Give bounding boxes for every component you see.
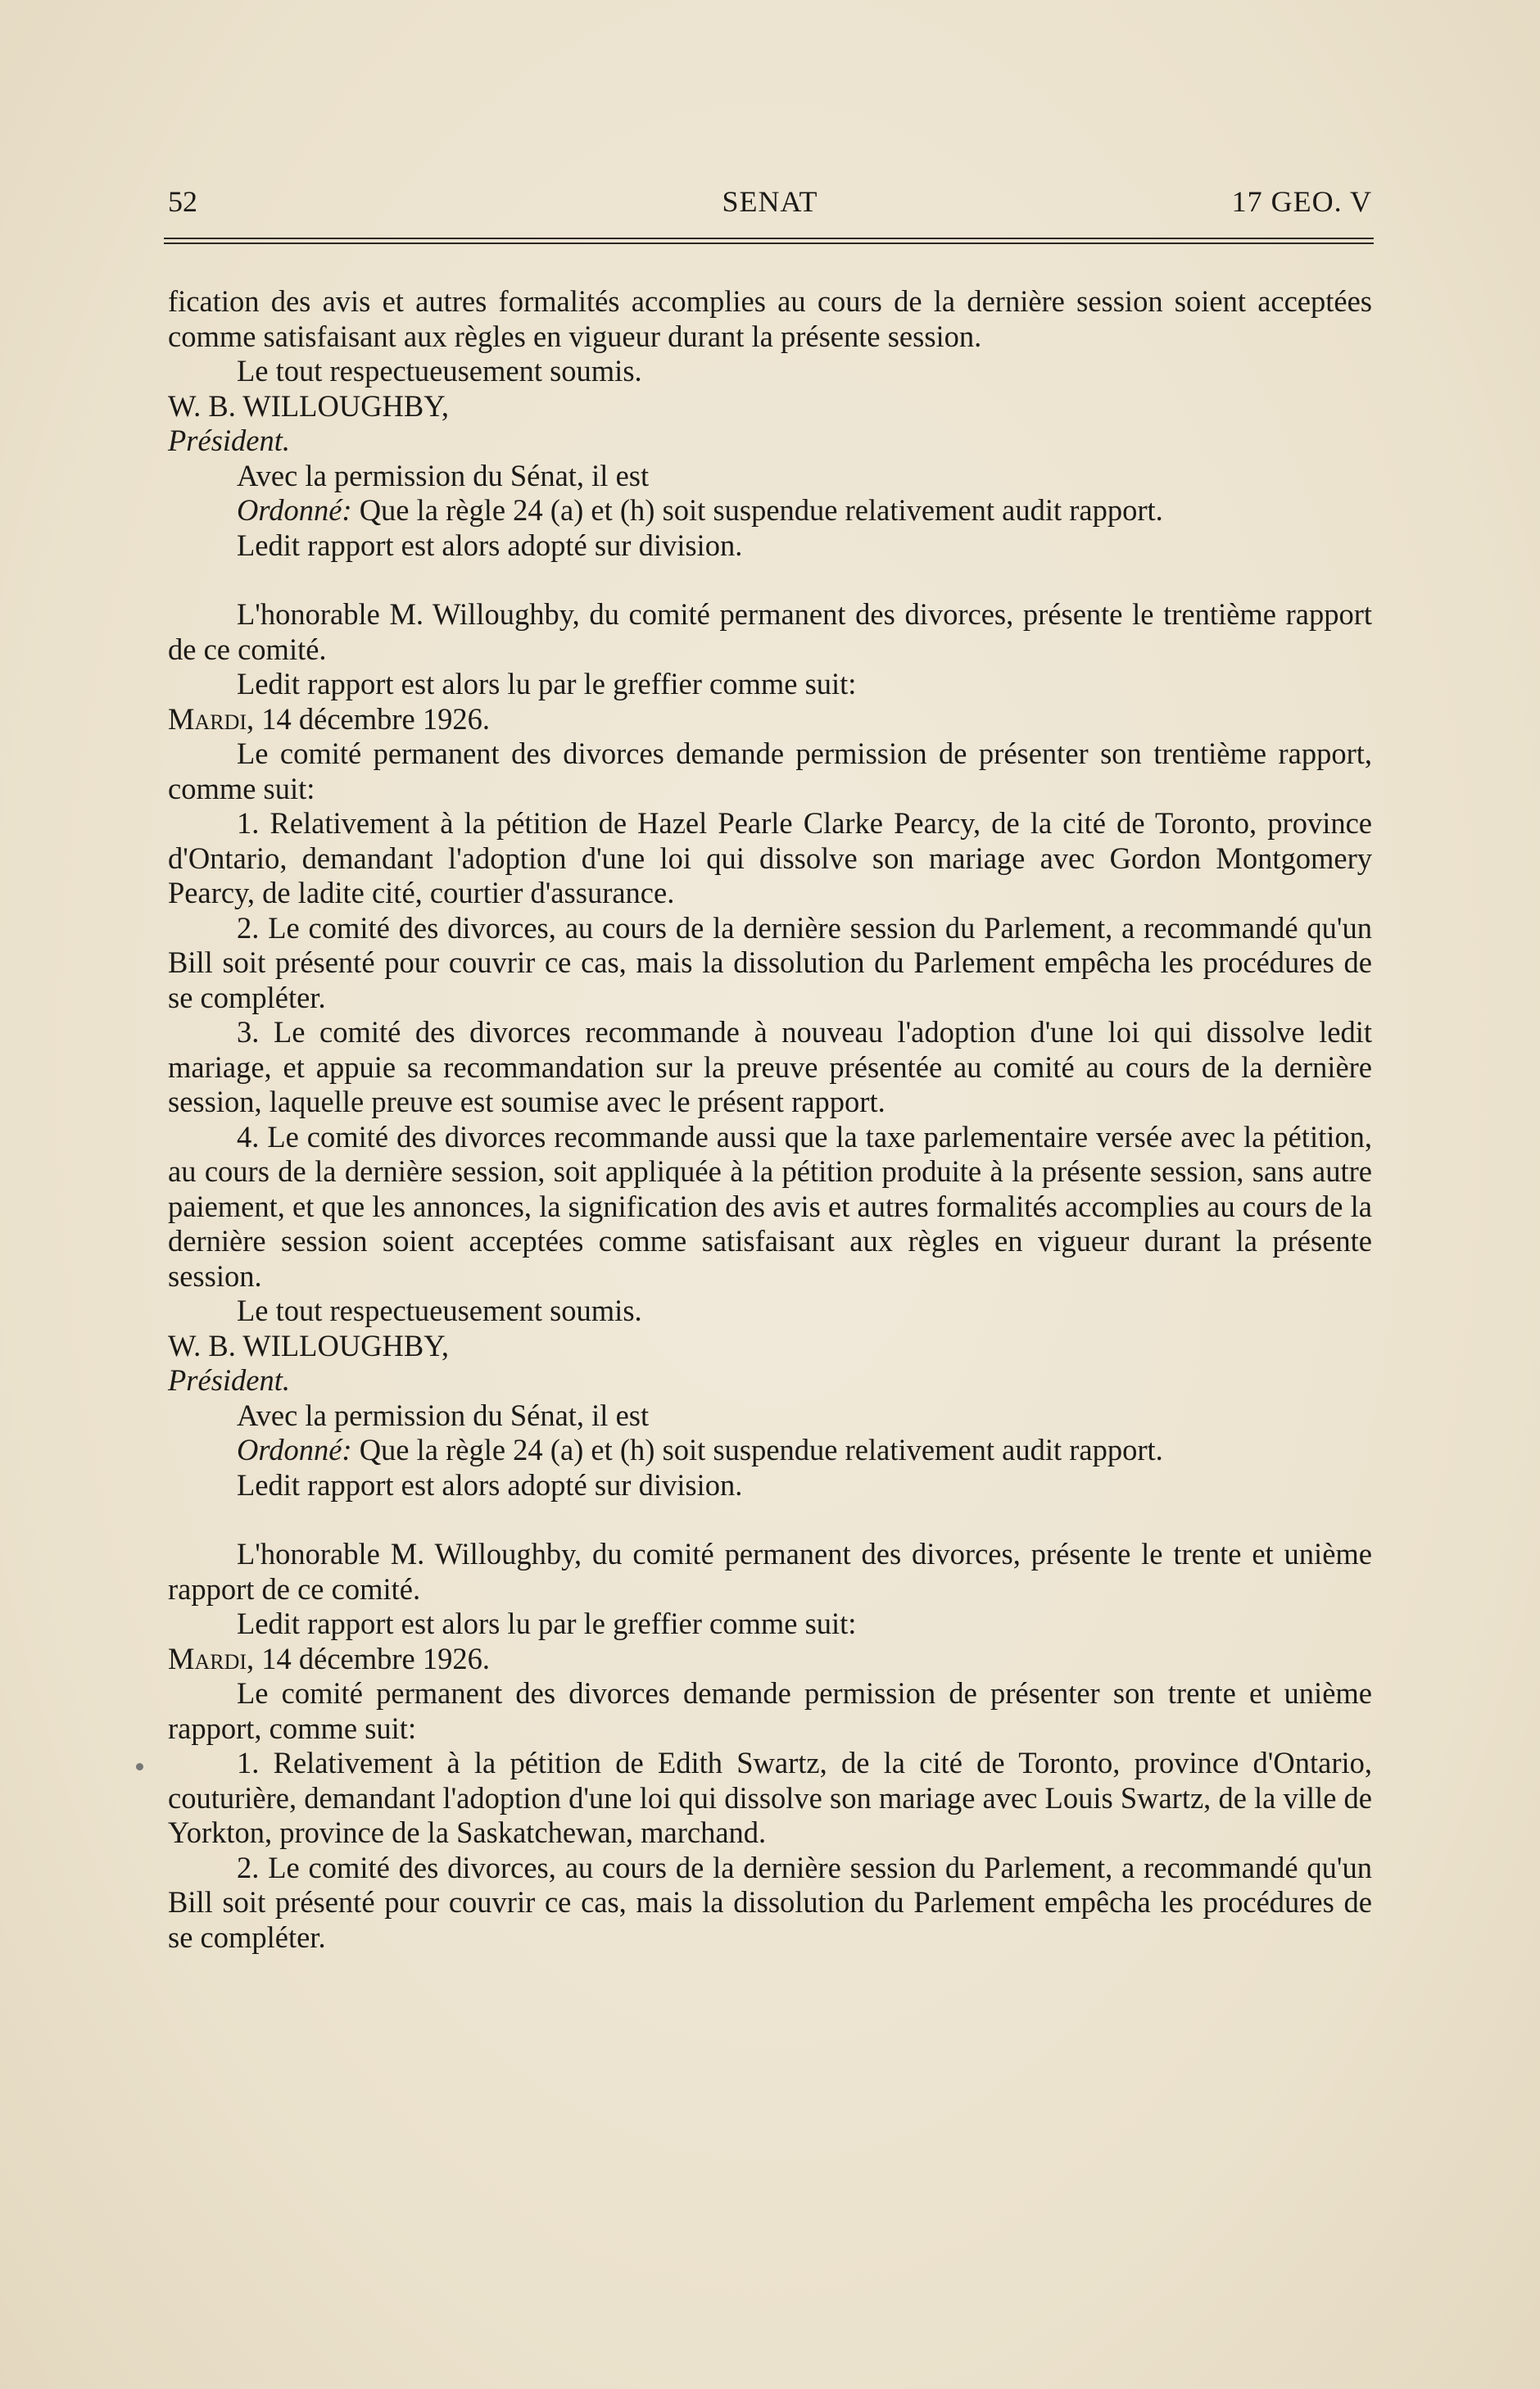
order-text: Que la règle 24 (a) et (h) soit suspendue relativement audit rapport. [351,1433,1163,1466]
signature-title: Président. [168,1363,291,1397]
report-date-day: Mardi [168,701,247,736]
paragraph: Le comité permanent des divorces demande permission de présenter son trentième rapport, comme suit: [168,737,1372,805]
report-date-rest: , 14 décembre 1926. [247,701,490,736]
header-double-rule [164,238,1374,244]
report-date-day: Mardi [168,1641,247,1675]
margin-mark [136,1763,143,1770]
paragraph: Ledit rapport est alors adopté sur division. [237,1467,743,1502]
report-date [168,1642,1372,1677]
order-lead: Ordonné: [237,1433,352,1466]
page-number: 52 [168,185,197,218]
paragraph: 2. Le comité des divorces, au cours de la dernière session du Parlement, a recommandé qu'un Bill soit présenté pour couvrir ce cas, mais la dissolution du Parlement empêcha les procédures de se compléter. [168,910,1372,1014]
paragraph: 1. Relativement à la pétition de Edith Swartz, de la cité de Toronto, province d'Ontario, couturière, demandant l'adoption d'une loi qui dissolve son mariage avec Louis Swartz, de la ville de Yorkton, province de la Saskatchewan, marchand. [168,1746,1372,1849]
paragraph: 4. Le comité des divorces recommande aussi que la taxe parlementaire versée avec la pétition, au cours de la dernière session, soit appliquée à la pétition produite à la présente session, sans autre paiement, et que les annonces, la signification des avis et autres formalités accomplies au cours de la dernière session soient acceptées comme satisfaisant aux règles en vigueur durant la présente session. [168,1119,1372,1293]
paragraph: Avec la permission du Sénat, il est [237,1398,650,1432]
report-date [168,702,1372,737]
signature-title: Président. [168,424,291,457]
signature-name: W. B. WILLOUGHBY, [168,1328,450,1362]
section-gap [168,563,1372,597]
section-gap [168,1503,1372,1537]
paragraph: Ledit rapport est alors lu par le greffier comme suit: [237,667,857,700]
regnal-year: 17 GEO. V [1231,185,1372,218]
paragraph: L'honorable M. Willoughby, du comité permanent des divorces, présente le trente et unième rapport de ce comité. [168,1537,1372,1606]
paragraph: Le comité permanent des divorces demande permission de présenter son trente et unième rapport, comme suit: [168,1676,1372,1745]
paragraph: Avec la permission du Sénat, il est [237,458,650,492]
paragraph: 2. Le comité des divorces, au cours de la dernière session du Parlement, a recommandé qu'un Bill soit présenté pour couvrir ce cas, mais la dissolution du Parlement empêcha les procédures de se compléter. [168,1850,1372,1954]
paragraph: Ledit rapport est alors lu par le greffier comme suit: [237,1607,857,1640]
paragraph: L'honorable M. Willoughby, du comité permanent des divorces, présente le trentième rapport de ce comité. [168,597,1372,666]
paragraph: Le tout respectueusement soumis. [237,1294,642,1327]
order-paragraph [168,493,1372,528]
order-paragraph [168,1433,1372,1468]
page-header [168,179,1372,224]
paragraph: 3. Le comité des divorces recommande à nouveau l'adoption d'une loi qui dissolve ledit mariage, et appuie sa recommandation sur la preuve présentée au comité au cours de la dernière session, laquelle preuve est soumise avec le présent rapport. [168,1015,1372,1118]
paragraph: 1. Relativement à la pétition de Hazel Pearle Clarke Pearcy, de la cité de Toronto, province d'Ontario, demandant l'adoption d'une loi qui dissolve son mariage avec Gordon Montgomery Pearcy, de ladite cité, courtier d'assurance. [168,806,1372,909]
page-body [168,284,1372,1955]
paragraph: fication des avis et autres formalités accomplies au cours de la dernière session soient acceptées comme satisfaisant aux règles en vigueur durant la présente session. [168,284,1372,353]
order-text: Que la règle 24 (a) et (h) soit suspendue relativement audit rapport. [351,493,1163,527]
page-running-title: SENAT [722,185,818,218]
paragraph: Le tout respectueusement soumis. [237,354,642,388]
order-lead: Ordonné: [237,493,352,527]
signature-name: W. B. WILLOUGHBY, [168,388,450,423]
report-date-rest: , 14 décembre 1926. [247,1641,490,1675]
paragraph: Ledit rapport est alors adopté sur division. [237,528,743,562]
